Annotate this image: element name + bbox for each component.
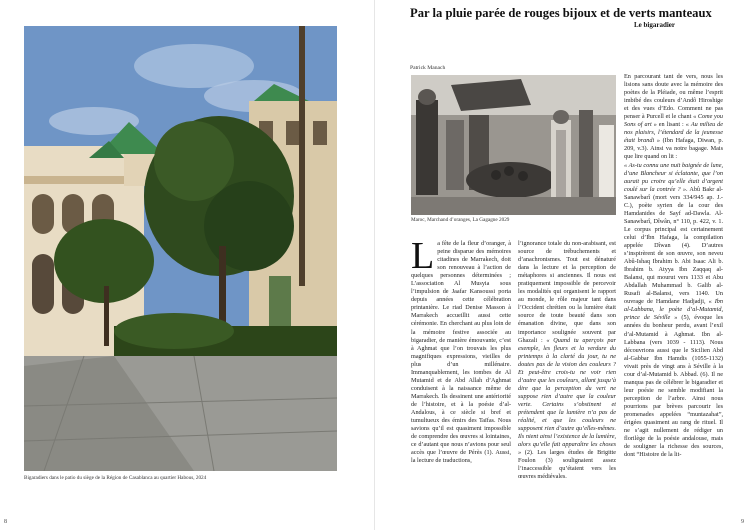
column-2-text-b: (2). Les larges études de Brigitte Foulon (3) soulignaient assez l’inaccessible qu’étaient vers les œuvres médiévales. xyxy=(518,449,616,481)
patio-photo xyxy=(24,26,337,471)
article-author: Patrick Manach xyxy=(410,65,446,71)
page-number-right: 9 xyxy=(741,519,744,525)
article-title: Par la pluie parée de rouges bijoux et de verts manteaux xyxy=(410,6,712,20)
patio-photo-caption: Bigaradiers dans le patio du siège de la Région de Casablanca au quartier Habous, 2024 xyxy=(24,475,207,481)
text-column-1 xyxy=(411,240,511,522)
column-3-text-a: En parcourant tant de vers, nous les lisions sans doute avec la mémoire des poètes de la Pléiade, ou même l’esprit imbibé des couleurs d’Andô Hiroshige et des vues d’Edo. Comment ne pas penser à Purcell et le chant « xyxy=(624,73,723,121)
column-3-text-c: . Abû Bakr al-Sanawbarî (mort vers 334/945 ap. J.-C.), poète syrien de la cour des Hamdanides de Sayf ad-Dawla. Al-Sanawbarî, Dîwân, n° 110, p. 422, v. 1. Le corpus principal est certainement celui d’Ibn Hafaga, la compilation appelée Dîwan (4). D’autres s’inspirèrent de son œuvre, son neveu Abû-Ishaq Ibrahim b. Abi Isaac Ali b. Ibrahim b. Atyya Ibn Zaqqaq al-Balansi, qui mourut vers 1133 et Abu Abdallah Muhammad b. Galib al-Rusafi al-Balansi, vers 1140. Un ouvrage de Hamdane Hadjadji, « xyxy=(624,185,723,306)
page-number-left: 8 xyxy=(4,519,7,525)
hadjadji-book-title: Ibn al-Labbana, le poète d’al-Mutamid, prince de Séville xyxy=(624,298,723,322)
column-2-text-a: l’ignorance totale du non-arabisant, est source de trébuchements et d’anachronismes. Tout est dénaturé dans la lecture et la perception de métaphores si anciennes. Il nous est pratiquement impossible de percevoir les modalités qui organisent le rapport au monde, le rôle majeur tant dans l’Occident chrétien ou la lumière était source de toute beauté dans son émanation divine, que dans son importance soulignée souvent par Ghazali : xyxy=(518,240,616,344)
ibn-hafaga-quote: Au milieu de nos plaisirs, l’étendard de la jeunesse était brandi xyxy=(624,121,723,145)
ghazali-quote: « Quand tu aperçois par exemple, les fleurs et la verdure du printemps à la clarté du jour, tu ne doutes pas de la vision des couleurs ? Et peut-être crois-tu ne voir rien d’autre que les couleurs, allant jusqu’à dire que la perception du vert ne suppose rien d’autre que la couleur verte. Certains s’obstinent et prétendent que la lumière n’a pas de réalité, et que les couleurs ne supposent rien d’autre qu’elles-mêmes. Ils nient ainsi l’existence de la lumière, alors qu’elle fait apparaître les choses » xyxy=(518,336,616,457)
orange-seller-photo xyxy=(411,75,616,215)
column-1-text: a fête de la fleur d’oranger, à peine disparue des mémoires citadines de Marrakech, doit son renouveau à l’action de quelques personnes déterminées ; L’association Al Musyia sous l’impulsion de Jaafar Kansoussi porta depuis années cette célébration printanière. Le riad Denise Masson à Marrakech accueillit aussi cette cérémonie. En cherchant au plus loin de la mémoire festive associée au bigaradier, de manière émouvante, c’est à Aghmat que l’on trouvais les plus magnifiques expressions, vieilles de plus d’un millénaire. Immanquablement, les tombes de Al Mutamid et de Abd Allah d’Aghmat conduisent à la naissance même de Marrakech. Ils dessinent une antériorité de l’histoire, et à la poésie d’al-Andalous, à ce siècle si bref et tumultueux des émirs des Taïfas. Nous savions qu’il est quasiment impossible de comprendre des œuvres si lointaines, ce d’autant que nous n’avions pour seul accès que l’œuvre de Pérès (1). Aussi, la lecture de traductions, xyxy=(411,240,511,465)
drop-cap: L xyxy=(411,240,435,277)
column-3-text-d: » (5), évoque les années du bonheur perdu, avant l’exil d’al-Mutamid à Aghmat. Ibn al-Labbana (vers 1039 - 1113). Nous découvrions aussi que le Sicilien Abd al-Gabbar Ibn Hamdis (1055-1132) vivait près de vingt ans à Séville à la cour d’al-Mutamid b. Abbad. (6). Il ne manqua pas de célébrer le bigaradier et leur poésie ne semble modifiant la perception de l’arbre. Ainsi nous pourrions par brèves parcourir les promenades appelées “muntazahat”, érigées quasiment au rang de rituel. Il ne s’agit nullement de rédiger un florilège de la poésie andalouse, mais de souligner la richesse des sources, dont “Histoire de la lit- xyxy=(624,314,723,459)
article-subtitle: Le bigaradier xyxy=(634,21,676,29)
purcell-title: Come you Sons of art xyxy=(624,113,723,129)
text-column-2 xyxy=(518,240,616,522)
text-column-3 xyxy=(624,73,723,525)
column-3-text-a2: » en lisant : « xyxy=(653,121,689,129)
orange-seller-caption: Maroc, Marchand d’oranges, La Gagagne 2029 xyxy=(411,217,510,223)
sanawbari-quote: « As-tu connu une nuit baignée de lune, d’une Blancheur si éclatante, que l’on aurait pu croire qu’elle était d’argent coulé sur la contrée ? » xyxy=(624,161,723,193)
gutter xyxy=(374,0,375,530)
column-3-text-b: » (Ibn Hafaga, Diwan, p. 209, v.3). Ainsi va notre bagage. Mais que lire quand on lit : xyxy=(624,137,723,161)
